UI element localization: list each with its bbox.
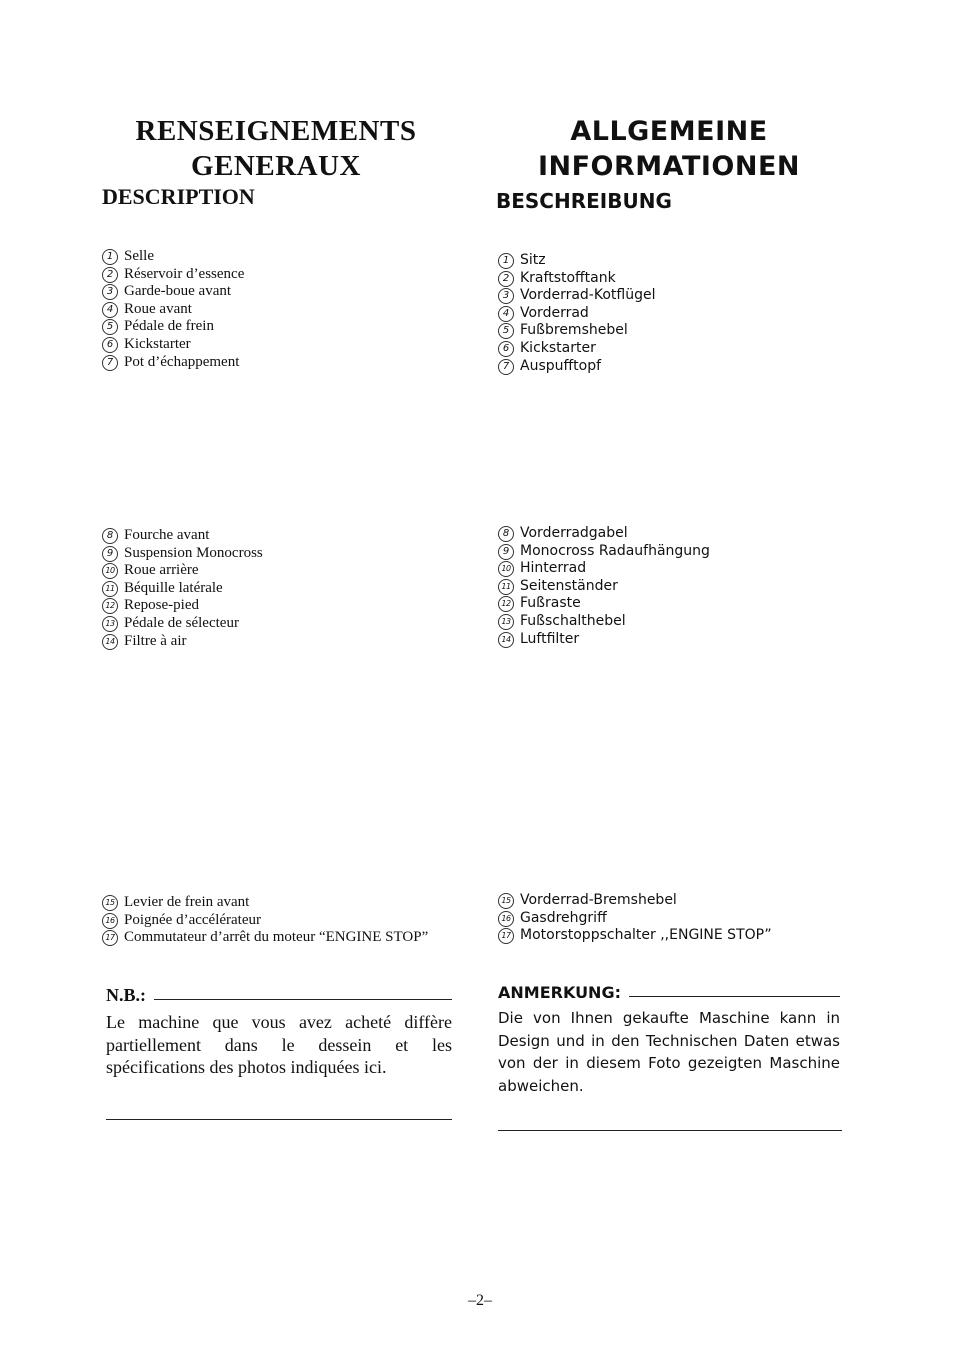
french-subtitle: DESCRIPTION [102,184,255,209]
list-item-text: Filtre à air [124,632,187,649]
french-list-group1 [102,248,244,371]
french-note-label: N.B.: [106,985,146,1005]
french-title-line2: GENERAUX [191,150,361,182]
divider [498,1130,842,1131]
list-item-text: Garde-boue avant [124,283,232,300]
callout-number: 12 [498,596,514,612]
list-item [102,912,452,930]
callout-number: 17 [498,928,514,944]
german-title-line1: ALLGEMEINE [570,116,768,147]
list-item-text: Monocross Radaufhängung [520,542,710,559]
list-item [102,545,263,563]
list-item [498,595,710,613]
list-item [498,287,655,305]
callout-number: 17 [102,930,118,946]
list-item [102,894,452,912]
callout-number: 14 [498,632,514,648]
callout-number: 3 [102,284,118,300]
list-item [498,910,842,928]
callout-number: 5 [102,319,118,335]
page-number: –2– [468,1292,492,1309]
divider [106,1119,452,1120]
french-column [100,0,452,1358]
list-item [498,252,655,270]
french-list-group3 [102,894,452,947]
callout-number: 16 [102,913,118,929]
german-list-group3 [498,892,842,945]
callout-number: 8 [498,526,514,542]
french-note-header [106,985,452,1006]
german-note-label: ANMERKUNG: [498,983,621,1002]
list-item [498,560,710,578]
callout-number: 6 [102,337,118,353]
list-item [102,266,244,284]
list-item-text: Poignée d’accélérateur [124,911,261,928]
german-list-group2 [498,525,710,648]
list-item [498,270,655,288]
callout-number: 7 [102,355,118,371]
callout-number: 1 [498,253,514,269]
list-item-text: Fußraste [520,595,581,612]
callout-number: 12 [102,598,118,614]
list-item-text: Luftfilter [520,630,580,647]
list-item-text: Gasdrehgriff [520,909,607,926]
list-item-text: Repose-pied [124,597,199,614]
callout-number: 13 [102,616,118,632]
list-item [498,927,842,945]
callout-number: 2 [498,271,514,287]
callout-number: 9 [102,546,118,562]
callout-number: 13 [498,614,514,630]
list-item-text: Vorderrad-Kotflügel [520,287,656,304]
callout-number: 16 [498,911,514,927]
list-item [498,578,710,596]
list-item [102,597,263,615]
list-item [498,322,655,340]
callout-number: 11 [102,581,118,597]
callout-number: 15 [102,895,118,911]
list-item-text: Pot d’échappement [124,353,240,370]
list-item [102,562,263,580]
list-item [102,283,244,301]
german-note-text: Die von Ihnen gekaufte Maschine kann in Design und in den Technischen Daten etwas von der in diesem Foto gezeigten Maschine abweichen. [498,1009,840,1095]
list-item [498,543,710,561]
list-item-text: Béquille latérale [124,579,223,596]
callout-number: 1 [102,249,118,265]
list-item-text: Roue avant [124,300,192,317]
list-item-text: Auspufftopf [520,357,602,374]
callout-number: 14 [102,634,118,650]
list-item-text: Sitz [520,252,546,268]
callout-number: 2 [102,267,118,283]
list-item [102,929,452,947]
list-item-text: Fußschalthebel [520,612,626,629]
list-item-text: Hinterrad [520,560,587,577]
list-item-text: Motorstoppschalter ,,ENGINE STOP” [520,927,772,944]
divider [154,999,452,1000]
list-item-text: Vorderrad-Bremshebel [520,892,677,908]
list-item [102,580,263,598]
list-item-text: Kickstarter [124,335,191,352]
french-title-line1: RENSEIGNEMENTS [135,115,417,147]
list-item-text: Vorderrad [520,304,589,321]
german-note-header [498,983,840,1002]
list-item-text: Fußbremshebel [520,322,628,339]
list-item-text: Levier de frein avant [124,894,250,910]
divider [629,996,840,997]
list-item-text: Kraftstofftank [520,269,616,286]
list-item-text: Pédale de frein [124,318,214,335]
list-item-text: Kickstarter [520,339,596,356]
list-item-text: Selle [124,248,154,264]
list-item-text: Réservoir d’essence [124,265,245,282]
callout-number: 3 [498,288,514,304]
list-item [498,340,655,358]
callout-number: 4 [498,306,514,322]
list-item-text: Commutateur d’arrêt du moteur “ENGINE STOP” [124,929,429,946]
list-item [498,613,710,631]
list-item-text: Pédale de sélecteur [124,614,239,631]
german-subtitle: BESCHREIBUNG [496,189,672,213]
french-list-group2 [102,527,263,650]
list-item-text: Fourche avant [124,527,210,543]
callout-number: 6 [498,341,514,357]
french-note-text: Le machine que vous avez acheté diffère partiellement dans le dessein et les spécifications des photos indiquées ici. [106,1012,452,1077]
list-item [102,301,244,319]
list-item [498,358,655,376]
list-item-text: Vorderradgabel [520,525,628,541]
list-item [498,631,710,649]
list-item [102,633,263,651]
list-item-text: Roue arrière [124,562,199,579]
callout-number: 5 [498,323,514,339]
list-item-text: Seitenständer [520,577,618,594]
german-title-line2: INFORMATIONEN [537,151,801,182]
callout-number: 4 [102,302,118,318]
german-list-group1 [498,252,655,375]
list-item [102,336,244,354]
callout-number: 10 [102,563,118,579]
callout-number: 10 [498,561,514,577]
list-item [102,248,244,266]
list-item-text: Suspension Monocross [124,544,263,561]
list-item [102,615,263,633]
french-title [100,114,452,184]
callout-number: 15 [498,893,514,909]
list-item [102,527,263,545]
callout-number: 7 [498,359,514,375]
list-item [498,892,842,910]
german-column [496,0,842,1358]
list-item [102,318,244,336]
german-title [496,114,842,184]
callout-number: 11 [498,579,514,595]
list-item [498,305,655,323]
list-item [498,525,710,543]
callout-number: 9 [498,544,514,560]
list-item [102,354,244,372]
callout-number: 8 [102,528,118,544]
